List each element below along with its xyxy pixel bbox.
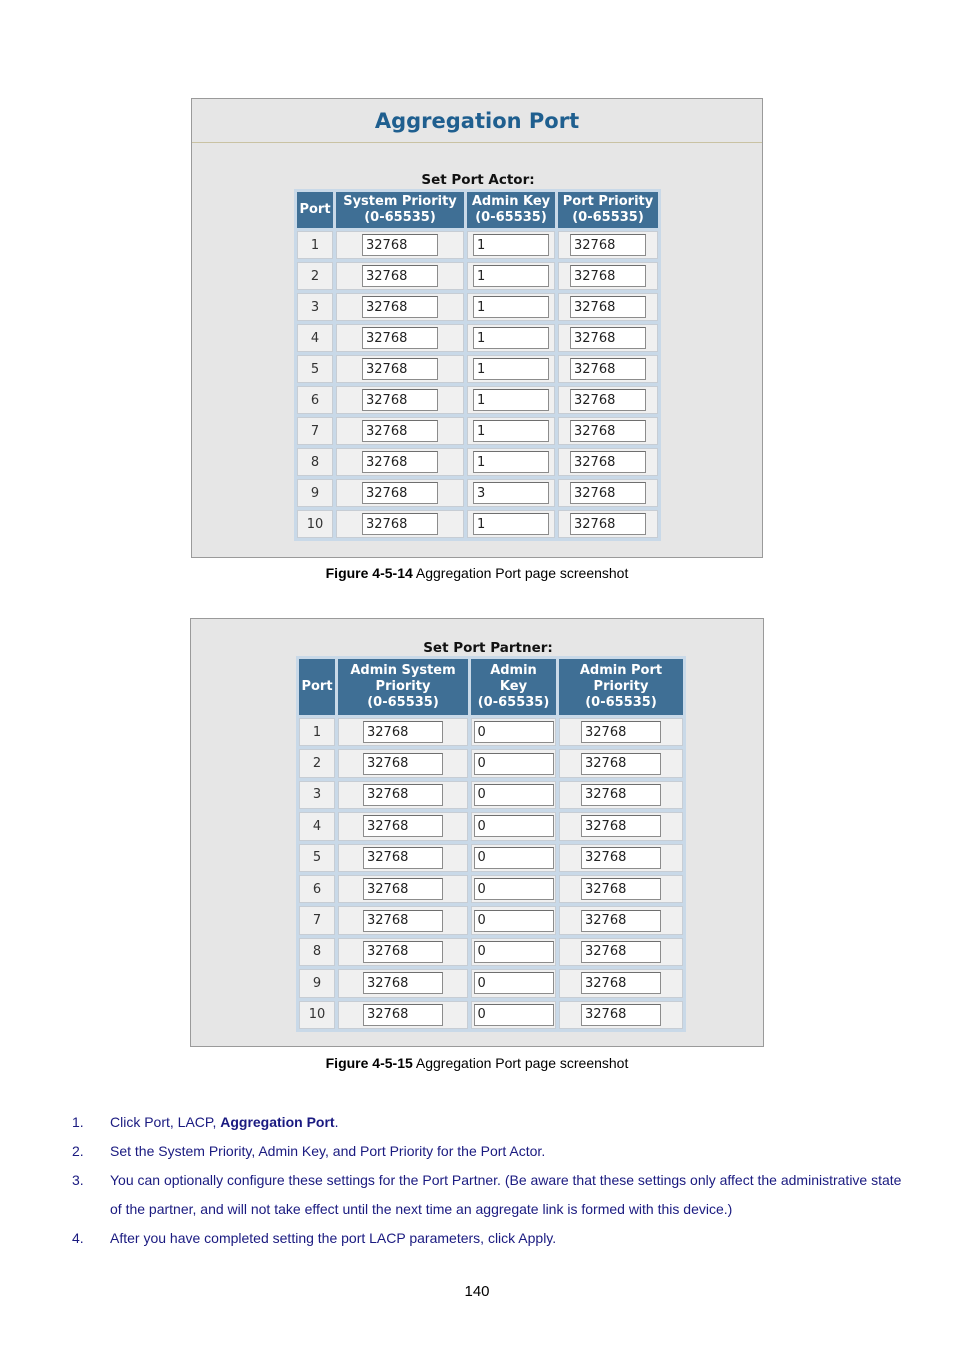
port-priority-cell (558, 293, 658, 321)
system-priority-input[interactable] (362, 234, 438, 256)
admin-system-priority-input[interactable] (363, 1004, 443, 1026)
admin-port-priority-input[interactable] (581, 941, 661, 963)
list-item (72, 1224, 902, 1253)
port-priority-input[interactable] (570, 358, 646, 380)
table-row (297, 324, 658, 352)
admin-system-priority-cell (338, 844, 468, 872)
admin-port-priority-cell (559, 969, 683, 997)
partner-table (296, 656, 686, 1032)
system-priority-input[interactable] (362, 358, 438, 380)
header-system-priority (336, 192, 464, 228)
port-priority-input[interactable] (570, 513, 646, 535)
step-number: 2. (72, 1143, 84, 1159)
table-row (299, 749, 683, 777)
admin-system-priority-input[interactable] (363, 753, 443, 775)
admin-port-priority-input[interactable] (581, 721, 661, 743)
table-row (299, 969, 683, 997)
admin-system-priority-cell (338, 718, 468, 746)
port-number: 4 (299, 812, 335, 840)
port-number: 6 (297, 386, 333, 414)
header-line: Key (499, 679, 528, 694)
step-text: After you have completed setting the port LACP parameters, click Apply. (110, 1230, 557, 1246)
port-number: 1 (299, 718, 335, 746)
partner-header-row (299, 659, 683, 715)
admin-system-priority-input[interactable] (363, 847, 443, 869)
admin-key-cell (467, 293, 555, 321)
table-row (297, 262, 658, 290)
admin-port-priority-cell (559, 718, 683, 746)
admin-port-priority-cell (559, 781, 683, 809)
admin-port-priority-input[interactable] (581, 847, 661, 869)
admin-key-input[interactable] (473, 296, 549, 318)
partner-section-title: Set Port Partner: (423, 640, 553, 656)
system-priority-cell (336, 417, 464, 445)
admin-key-cell (471, 875, 556, 903)
table-row (299, 875, 683, 903)
system-priority-input[interactable] (362, 296, 438, 318)
admin-port-priority-cell (559, 844, 683, 872)
admin-port-priority-input[interactable] (581, 815, 661, 837)
admin-key-input[interactable] (473, 265, 549, 287)
table-row (297, 386, 658, 414)
admin-key-input[interactable] (474, 847, 554, 869)
system-priority-input[interactable] (362, 451, 438, 473)
admin-system-priority-cell (338, 749, 468, 777)
port-priority-cell (558, 510, 658, 538)
admin-port-priority-cell (559, 749, 683, 777)
admin-key-cell (471, 718, 556, 746)
figure-text: Aggregation Port page screenshot (412, 565, 629, 581)
port-number: 2 (299, 749, 335, 777)
system-priority-input[interactable] (362, 513, 438, 535)
admin-key-cell (467, 479, 555, 507)
header-admin-system-priority (338, 659, 468, 715)
admin-key-cell (467, 355, 555, 383)
table-row (297, 510, 658, 538)
port-priority-input[interactable] (570, 420, 646, 442)
system-priority-input[interactable] (362, 265, 438, 287)
table-row (297, 355, 658, 383)
step-text: Click Port, LACP, (110, 1114, 221, 1130)
port-priority-input[interactable] (570, 451, 646, 473)
port-number: 3 (299, 781, 335, 809)
admin-system-priority-cell (338, 875, 468, 903)
header-admin-port-priority (559, 659, 683, 715)
table-row (297, 293, 658, 321)
admin-key-input[interactable] (474, 941, 554, 963)
port-number: 5 (299, 844, 335, 872)
port-priority-cell (558, 262, 658, 290)
header-line: (0-65535) (477, 695, 550, 710)
step-text: You can optionally configure these settings for the Port Partner. (Be aware that these settings only affect the administrative state of the partner, and will not take effect until the next time an aggregate link is formed with this device.) (110, 1172, 902, 1217)
port-number: 1 (297, 231, 333, 259)
admin-key-input[interactable] (474, 1004, 554, 1026)
admin-system-priority-input[interactable] (363, 721, 443, 743)
header-port: Port (297, 192, 333, 228)
admin-key-cell (467, 386, 555, 414)
header-line: Admin Port (579, 663, 663, 678)
admin-port-priority-cell (559, 812, 683, 840)
port-number: 10 (299, 1001, 335, 1029)
admin-key-input[interactable] (473, 234, 549, 256)
step-emphasis: Aggregation Port (220, 1114, 335, 1130)
admin-key-input[interactable] (474, 721, 554, 743)
admin-key-input[interactable] (474, 784, 554, 806)
header-line: System Priority (343, 194, 457, 209)
step-text-end: . (334, 1114, 339, 1130)
port-number: 10 (297, 510, 333, 538)
step-number: 4. (72, 1230, 84, 1246)
admin-key-cell (471, 812, 556, 840)
port-number: 3 (297, 293, 333, 321)
admin-key-cell (471, 969, 556, 997)
admin-key-input[interactable] (474, 753, 554, 775)
partner-panel (190, 618, 764, 1047)
system-priority-cell (336, 262, 464, 290)
admin-key-cell (467, 231, 555, 259)
admin-key-input[interactable] (473, 389, 549, 411)
port-number: 8 (299, 938, 335, 966)
admin-key-input[interactable] (474, 910, 554, 932)
figure-label: Figure 4-5-15 (325, 1055, 413, 1071)
admin-key-input[interactable] (473, 420, 549, 442)
system-priority-cell (336, 324, 464, 352)
table-row (299, 906, 683, 934)
list-item (72, 1137, 902, 1166)
admin-port-priority-input[interactable] (581, 910, 661, 932)
table-row (299, 812, 683, 840)
admin-key-cell (471, 1001, 556, 1029)
port-priority-input[interactable] (570, 389, 646, 411)
admin-system-priority-cell (338, 781, 468, 809)
admin-key-input[interactable] (473, 327, 549, 349)
admin-system-priority-input[interactable] (363, 815, 443, 837)
port-number: 9 (299, 969, 335, 997)
port-number: 9 (297, 479, 333, 507)
figure-caption-15 (0, 1055, 954, 1071)
port-number: 7 (299, 906, 335, 934)
port-number: 7 (297, 417, 333, 445)
table-row (299, 718, 683, 746)
admin-key-input[interactable] (473, 451, 549, 473)
admin-key-cell (467, 262, 555, 290)
admin-system-priority-input[interactable] (363, 972, 443, 994)
admin-system-priority-cell (338, 938, 468, 966)
admin-port-priority-input[interactable] (581, 784, 661, 806)
page-number: 140 (464, 1283, 490, 1300)
instruction-list (72, 1108, 902, 1253)
admin-key-cell (471, 781, 556, 809)
port-priority-input[interactable] (570, 234, 646, 256)
admin-key-cell (471, 749, 556, 777)
port-number: 2 (297, 262, 333, 290)
step-number: 1. (72, 1114, 84, 1130)
table-row (297, 231, 658, 259)
page-title: Aggregation Port (374, 109, 580, 133)
header-line: Priority (593, 679, 649, 694)
admin-port-priority-input[interactable] (581, 878, 661, 900)
system-priority-cell (336, 293, 464, 321)
admin-system-priority-input[interactable] (363, 878, 443, 900)
port-priority-cell (558, 417, 658, 445)
admin-system-priority-input[interactable] (363, 941, 443, 963)
port-priority-cell (558, 448, 658, 476)
figure-label: Figure 4-5-14 (325, 565, 413, 581)
admin-system-priority-cell (338, 1001, 468, 1029)
header-line: Admin System (350, 663, 456, 678)
header-port: Port (299, 659, 335, 715)
admin-system-priority-cell (338, 906, 468, 934)
admin-key-input[interactable] (474, 815, 554, 837)
admin-system-priority-input[interactable] (363, 910, 443, 932)
port-priority-cell (558, 386, 658, 414)
admin-system-priority-cell (338, 812, 468, 840)
header-line: Admin (490, 663, 537, 678)
admin-port-priority-cell (559, 906, 683, 934)
system-priority-input[interactable] (362, 420, 438, 442)
table-row (299, 781, 683, 809)
port-priority-input[interactable] (570, 265, 646, 287)
port-number: 4 (297, 324, 333, 352)
actor-section-title: Set Port Actor: (421, 172, 535, 188)
system-priority-cell (336, 510, 464, 538)
table-row (299, 1001, 683, 1029)
figure-text: Aggregation Port page screenshot (412, 1055, 629, 1071)
admin-port-priority-cell (559, 938, 683, 966)
port-priority-cell (558, 324, 658, 352)
figure-caption-14 (0, 565, 954, 581)
system-priority-input[interactable] (362, 389, 438, 411)
admin-key-input[interactable] (473, 482, 549, 504)
port-priority-cell (558, 479, 658, 507)
header-line: Priority (375, 679, 431, 694)
step-text: Set the System Priority, Admin Key, and Port Priority for the Port Actor. (110, 1143, 546, 1159)
header-admin-key (467, 192, 555, 228)
admin-key-input[interactable] (473, 513, 549, 535)
port-priority-input[interactable] (570, 327, 646, 349)
admin-key-input[interactable] (474, 878, 554, 900)
port-number: 8 (297, 448, 333, 476)
list-item (72, 1166, 902, 1224)
port-priority-cell (558, 355, 658, 383)
actor-panel (191, 98, 763, 558)
header-line: Admin Key (471, 194, 551, 209)
admin-key-cell (467, 448, 555, 476)
system-priority-cell (336, 231, 464, 259)
system-priority-input[interactable] (362, 327, 438, 349)
header-line: Port Priority (562, 194, 654, 209)
admin-port-priority-input[interactable] (581, 972, 661, 994)
admin-key-cell (471, 844, 556, 872)
admin-system-priority-input[interactable] (363, 784, 443, 806)
header-line: (0-65535) (572, 210, 644, 225)
admin-key-cell (471, 906, 556, 934)
list-item (72, 1108, 902, 1137)
table-row (297, 417, 658, 445)
admin-key-cell (471, 938, 556, 966)
header-line: (0-65535) (585, 695, 657, 710)
actor-table (294, 189, 661, 541)
admin-port-priority-input[interactable] (581, 753, 661, 775)
step-number: 3. (72, 1172, 84, 1188)
actor-table-body (297, 231, 658, 538)
admin-port-priority-cell (559, 1001, 683, 1029)
port-number: 6 (299, 875, 335, 903)
table-row (297, 479, 658, 507)
system-priority-cell (336, 355, 464, 383)
admin-port-priority-cell (559, 875, 683, 903)
admin-key-cell (467, 417, 555, 445)
admin-key-input[interactable] (474, 972, 554, 994)
system-priority-cell (336, 448, 464, 476)
port-number: 5 (297, 355, 333, 383)
partner-table-body (299, 718, 683, 1029)
system-priority-input[interactable] (362, 482, 438, 504)
header-port-priority (558, 192, 658, 228)
panel-header (192, 99, 762, 143)
admin-key-cell (467, 510, 555, 538)
table-row (299, 938, 683, 966)
header-line: (0-65535) (475, 210, 547, 225)
header-admin-key (471, 659, 556, 715)
port-priority-input[interactable] (570, 296, 646, 318)
header-line: (0-65535) (364, 210, 436, 225)
admin-system-priority-cell (338, 969, 468, 997)
header-line: (0-65535) (367, 695, 439, 710)
port-priority-cell (558, 231, 658, 259)
system-priority-cell (336, 386, 464, 414)
actor-header-row (297, 192, 658, 228)
table-row (297, 448, 658, 476)
table-row (299, 844, 683, 872)
admin-key-cell (467, 324, 555, 352)
system-priority-cell (336, 479, 464, 507)
port-priority-input[interactable] (570, 482, 646, 504)
admin-key-input[interactable] (473, 358, 549, 380)
admin-port-priority-input[interactable] (581, 1004, 661, 1026)
